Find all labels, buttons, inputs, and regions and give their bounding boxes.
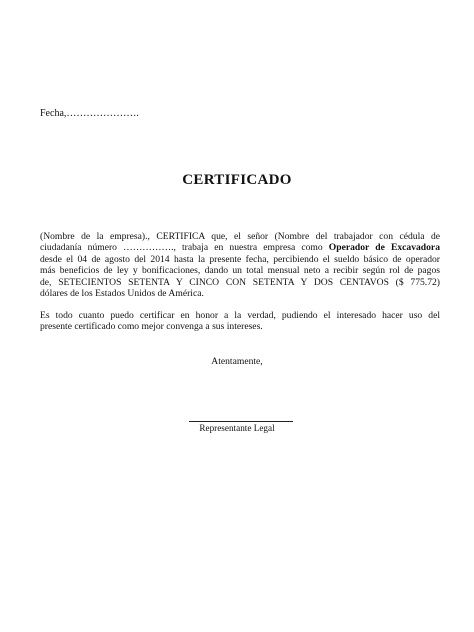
document-title: CERTIFICADO	[182, 172, 292, 188]
paragraph-line	[40, 242, 440, 253]
paragraph-line: más beneficios de ley y bonificaciones, dando un total mensual neto a recibir según rol de pagos	[40, 265, 440, 277]
certification-paragraph	[40, 231, 440, 299]
closing-text: Atentamente,	[211, 356, 263, 367]
honor-paragraph	[40, 310, 440, 333]
paragraph-line: presente certificado como mejor convenga a sus intereses.	[40, 321, 263, 333]
paragraph-line: (Nombre de la empresa)., CERTIFICA que, el señor (Nombre del trabajador con cédula de	[40, 231, 440, 242]
paragraph-line: de, SETECIENTOS SETENTA Y CINCO CON SETENTA Y DOS CENTAVOS ($ 775.72)	[40, 276, 440, 288]
signature-label: Representante Legal	[199, 423, 275, 433]
paragraph-line: Es todo cuanto puedo certificar en honor a la verdad, pudiendo el interesado hacer uso del	[40, 310, 440, 321]
date-line: Fecha,………………….	[40, 108, 139, 119]
job-title: Operador de Excavadora	[328, 242, 440, 254]
paragraph-line: desde el 04 de agosto del 2014 hasta la presente fecha, percibiendo el sueldo básico de operador	[40, 253, 440, 265]
paragraph-line: dólares de los Estados Unidos de América.	[40, 288, 204, 300]
paragraph-text: ciudadanía número ……………., trabaja en nuestra empresa como	[40, 242, 329, 254]
signature-line	[189, 421, 293, 422]
